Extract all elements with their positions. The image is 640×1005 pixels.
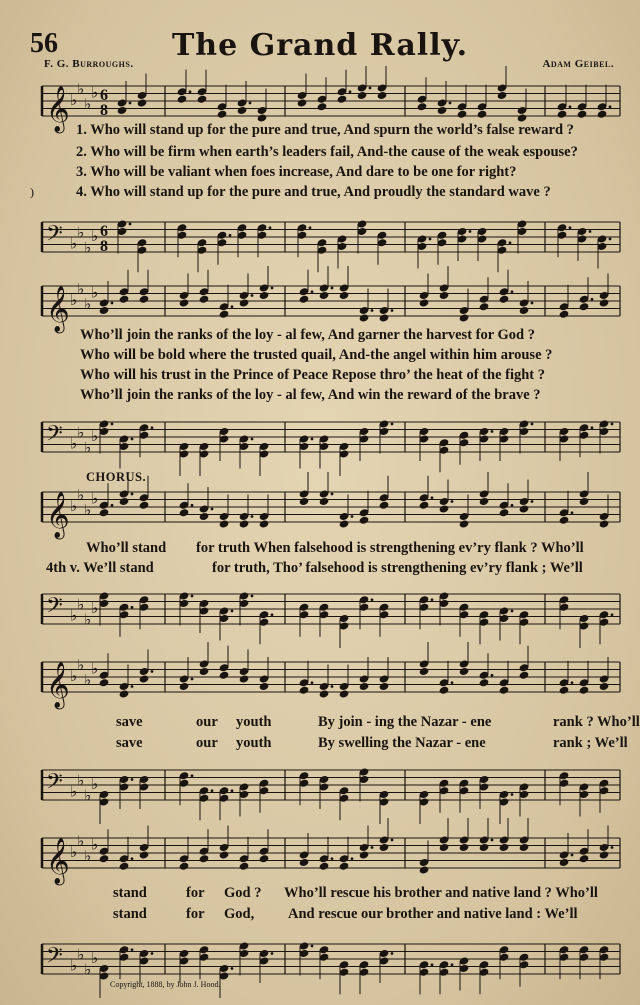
dot: [429, 238, 432, 241]
dot: [111, 302, 114, 305]
note-head: [359, 682, 370, 691]
note-head: [119, 862, 130, 871]
lyric-fragment: for: [186, 885, 205, 901]
dot: [191, 678, 194, 681]
dot: [371, 309, 374, 312]
dot: [611, 423, 614, 426]
note-head: [239, 674, 250, 683]
dot: [191, 774, 194, 777]
dot: [571, 681, 574, 684]
note-head: [359, 850, 370, 859]
page-number: 56: [30, 28, 58, 59]
note-head: [259, 854, 270, 863]
note-head: [259, 682, 270, 691]
lyric-fragment: By join - ing the Nazar - ene: [318, 714, 492, 730]
time-signature-denominator: 8: [100, 238, 108, 255]
note-head: [419, 501, 430, 510]
flat-icon: ♭: [91, 285, 99, 302]
dot: [451, 500, 454, 503]
dot: [251, 438, 254, 441]
lyric-fragment: God,: [224, 906, 255, 922]
flat-icon: ♭: [91, 837, 99, 854]
flat-icon: ♭: [70, 293, 78, 309]
dot: [511, 504, 514, 507]
dot: [531, 500, 534, 503]
treble-clef-icon: 𝄞: [46, 86, 70, 132]
treble-staff-4: [0, 654, 640, 708]
note-head: [237, 106, 248, 115]
bass-clef-icon: 𝄢: [46, 943, 63, 974]
flat-icon: ♭: [77, 81, 85, 98]
note-head: [319, 497, 330, 506]
flat-icon: ♭: [84, 240, 92, 257]
note-head: [519, 504, 530, 513]
bass-staff-5: [0, 936, 640, 986]
note-head: [439, 843, 450, 852]
note-head: [179, 508, 190, 517]
verse-line-1-2: 2. Who will be firm when earth’s leaders fail, And-the cause of the weak espouse?: [76, 144, 578, 160]
dot: [511, 793, 514, 796]
lyric-fragment: And rescue our brother and native land : We’ll: [288, 906, 578, 922]
dot: [371, 846, 374, 849]
dot: [111, 423, 114, 426]
dot: [531, 302, 534, 305]
note-head: [519, 306, 530, 315]
bass-clef-icon: 𝄢: [46, 593, 63, 624]
lyric-fragment: rank ? Who’ll: [553, 714, 640, 730]
dot: [231, 789, 234, 792]
dot: [391, 309, 394, 312]
time-signature-denominator: 8: [100, 102, 108, 119]
note-head: [317, 102, 328, 111]
note-head: [339, 291, 350, 300]
flat-icon: ♭: [77, 225, 85, 242]
note-head: [239, 519, 250, 528]
note-head: [459, 313, 470, 322]
dot: [391, 839, 394, 842]
note-head: [459, 667, 470, 676]
dot: [309, 226, 312, 229]
dot: [151, 426, 154, 429]
verse-line-2-3: Who will his trust in the Prince of Peace Repose thro’ the heat of the fight ?: [80, 367, 546, 383]
dot: [491, 839, 494, 842]
flat-icon: ♭: [70, 499, 78, 515]
dot: [611, 846, 614, 849]
flat-icon: ♭: [84, 296, 92, 313]
note-head: [117, 106, 128, 115]
bass-staff-3: [0, 586, 640, 636]
note-head: [459, 843, 470, 852]
note-head: [519, 671, 530, 680]
verse-line-2-1: Who’ll join the ranks of the loy - al few, And garner the harvest for God ?: [80, 327, 536, 343]
note-head: [219, 310, 230, 319]
flat-icon: ♭: [84, 848, 92, 865]
note-head: [377, 91, 388, 100]
note-head: [379, 843, 390, 852]
note-head: [457, 110, 468, 119]
note-head: [139, 674, 150, 683]
flat-icon: ♭: [70, 608, 78, 625]
dot: [391, 952, 394, 955]
dot: [129, 102, 132, 105]
dot: [211, 789, 214, 792]
note-head: [297, 98, 308, 107]
note-head: [479, 302, 490, 311]
dot: [491, 674, 494, 677]
dot: [131, 685, 134, 688]
note-head: [419, 298, 430, 307]
time-signature-numerator: 6: [100, 87, 108, 104]
note-head: [99, 508, 110, 517]
copyright-notice: Copyright, 1888, by John J. Hood.: [110, 980, 221, 989]
dot: [311, 945, 314, 948]
dot: [589, 230, 592, 233]
note-head: [477, 110, 488, 119]
dot: [451, 963, 454, 966]
note-head: [579, 302, 590, 311]
dot: [331, 685, 334, 688]
note-head: [497, 91, 508, 100]
note-head: [319, 689, 330, 698]
dot: [431, 963, 434, 966]
dot: [331, 493, 334, 496]
dot: [311, 438, 314, 441]
flat-icon: ♭: [84, 440, 92, 457]
note-head: [179, 682, 190, 691]
verse-line-1-3: 3. Who will be valiant when foes increase, And dare to be one for right?: [76, 164, 517, 180]
note-head: [357, 91, 368, 100]
note-head: [239, 862, 250, 871]
note-head: [119, 689, 130, 698]
dot: [151, 670, 154, 673]
lyric-fragment: God ?: [224, 885, 262, 901]
note-head: [99, 678, 110, 687]
dot: [509, 241, 512, 244]
note-head: [99, 306, 110, 315]
note-head: [199, 854, 210, 863]
treble-clef-icon: 𝄞: [46, 286, 70, 332]
dot: [511, 290, 514, 293]
note-head: [499, 843, 510, 852]
flat-icon: ♭: [77, 657, 85, 674]
note-head: [419, 865, 430, 874]
dot: [611, 613, 614, 616]
flat-icon: ♭: [91, 661, 99, 678]
flat-icon: ♭: [91, 491, 99, 508]
flat-icon: ♭: [84, 788, 92, 805]
dot: [131, 948, 134, 951]
note-head: [299, 686, 310, 695]
dot: [571, 511, 574, 514]
flat-icon: ♭: [84, 96, 92, 113]
lyric-fragment: youth: [236, 714, 272, 730]
dot: [569, 226, 572, 229]
flat-icon: ♭: [77, 597, 85, 614]
note-head: [459, 519, 470, 528]
dot: [371, 598, 374, 601]
note-head: [199, 295, 210, 304]
note-head: [299, 497, 310, 506]
note-head: [217, 110, 228, 119]
treble-clef-icon: 𝄞: [46, 838, 70, 884]
lyric-fragment: stand: [113, 885, 147, 901]
note-head: [259, 519, 270, 528]
note-head: [139, 295, 150, 304]
note-head: [419, 667, 430, 676]
verse-line-1-4: 4. Who will stand up for the pure and true, And proudly the standard wave ?: [76, 184, 551, 200]
note-head: [219, 519, 230, 528]
note-head: [417, 102, 428, 111]
dot: [229, 234, 232, 237]
lyric-fragment: stand: [113, 906, 147, 922]
note-head: [559, 686, 570, 695]
dot: [131, 606, 134, 609]
bass-staff-1: [0, 214, 640, 264]
flat-icon: ♭: [91, 85, 99, 102]
dot: [569, 105, 572, 108]
note-head: [219, 850, 230, 859]
lyric-fragment: save: [116, 714, 143, 730]
dot: [591, 298, 594, 301]
note-head: [557, 110, 568, 119]
note-head: [559, 858, 570, 867]
flat-icon: ♭: [70, 236, 78, 253]
bass-clef-icon: 𝄢: [46, 769, 63, 800]
note-head: [319, 291, 330, 300]
lyric-fragment: for: [186, 906, 205, 922]
dot: [349, 90, 352, 93]
lyric-fragment: for truth, Tho’ falsehood is strengthening ev’ry flank ; We’ll: [212, 560, 583, 576]
dot: [369, 87, 372, 90]
note-head: [379, 501, 390, 510]
chorus-label: CHORUS.: [86, 470, 147, 484]
dot: [251, 294, 254, 297]
dot: [609, 238, 612, 241]
note-head: [137, 98, 148, 107]
flat-icon: ♭: [70, 436, 78, 453]
note-head: [439, 504, 450, 513]
lyric-fragment: our: [196, 735, 218, 751]
note-head: [219, 671, 230, 680]
flat-icon: ♭: [84, 612, 92, 629]
note-head: [559, 310, 570, 319]
dot: [571, 854, 574, 857]
flat-icon: ♭: [70, 845, 78, 861]
dot: [131, 438, 134, 441]
note-head: [119, 295, 130, 304]
note-head: [437, 106, 448, 115]
flat-icon: ♭: [91, 777, 99, 793]
bass-clef-icon: 𝄢: [46, 421, 63, 452]
note-head: [319, 862, 330, 871]
note-head: [199, 667, 210, 676]
note-head: [559, 516, 570, 525]
dot: [251, 595, 254, 598]
flat-icon: ♭: [84, 672, 92, 689]
dot: [271, 613, 274, 616]
dot: [431, 496, 434, 499]
lyric-fragment: rank ; We’ll: [553, 735, 628, 751]
note-head: [339, 689, 350, 698]
note-head: [139, 501, 150, 510]
note-head: [99, 854, 110, 863]
verse-line-2-4: Who’ll join the ranks of the loy - al few, And win the reward of the brave ?: [80, 387, 541, 403]
note-head: [177, 95, 188, 104]
dot: [331, 857, 334, 860]
treble-clef-icon: 𝄞: [46, 492, 70, 538]
treble-staff-3: [0, 484, 640, 538]
note-head: [579, 497, 590, 506]
bass-staff-4: [0, 762, 640, 812]
note-head: [599, 298, 610, 307]
note-head: [299, 295, 310, 304]
note-head: [479, 497, 490, 506]
flat-icon: ♭: [91, 429, 99, 445]
dot: [351, 857, 354, 860]
dot: [271, 952, 274, 955]
note-head: [259, 291, 270, 300]
note-head: [239, 298, 250, 307]
flat-icon: ♭: [77, 281, 85, 298]
dot: [271, 287, 274, 290]
flat-icon: ♭: [77, 487, 85, 504]
flat-icon: ♭: [84, 502, 92, 519]
treble-staff-5: [0, 830, 640, 884]
bass-staff-2: [0, 414, 640, 464]
note-head: [197, 95, 208, 104]
lyric-fragment: 4th v. We’ll stand: [46, 560, 154, 576]
flat-icon: ♭: [77, 833, 85, 850]
author-credit: F. G. Burroughs.: [44, 58, 134, 70]
note-head: [579, 854, 590, 863]
dot: [189, 90, 192, 93]
lyric-fragment: Who’ll rescue his brother and native land ? Who’ll: [284, 885, 598, 901]
dot: [249, 102, 252, 105]
note-head: [359, 313, 370, 322]
flat-icon: ♭: [70, 669, 78, 685]
dot: [269, 226, 272, 229]
lyric-fragment: our: [196, 714, 218, 730]
time-signature-numerator: 6: [100, 223, 108, 240]
lyric-fragment: By swelling the Nazar - ene: [318, 735, 486, 751]
treble-clef-icon: 𝄞: [46, 662, 70, 708]
note-head: [499, 686, 510, 695]
note-head: [139, 850, 150, 859]
lyric-fragment: Who’ll stand: [86, 540, 167, 556]
dot: [311, 290, 314, 293]
dot: [191, 504, 194, 507]
flat-icon: ♭: [84, 962, 92, 979]
dot: [231, 967, 234, 970]
note-head: [519, 843, 530, 852]
dot: [351, 515, 354, 518]
dot: [191, 595, 194, 598]
note-head: [359, 516, 370, 525]
flat-icon: ♭: [70, 784, 78, 801]
dot: [391, 423, 394, 426]
dot: [231, 610, 234, 613]
dot: [451, 681, 454, 684]
note-head: [379, 313, 390, 322]
note-head: [339, 519, 350, 528]
dot: [469, 230, 472, 233]
note-head: [337, 95, 348, 104]
note-head: [179, 298, 190, 307]
note-head: [499, 508, 510, 517]
note-head: [299, 858, 310, 867]
flat-icon: ♭: [77, 425, 85, 442]
dot: [151, 952, 154, 955]
treble-staff-2: [0, 278, 640, 332]
dot: [591, 426, 594, 429]
dot: [131, 857, 134, 860]
flat-icon: ♭: [70, 93, 78, 109]
dot: [331, 287, 334, 290]
note-head: [599, 519, 610, 528]
dot: [231, 305, 234, 308]
dot: [129, 223, 132, 226]
dot: [131, 778, 134, 781]
hymn-title: The Grand Rally.: [171, 28, 469, 63]
flat-icon: ♭: [91, 951, 99, 967]
note-head: [479, 678, 490, 687]
note-head: [379, 682, 390, 691]
note-head: [577, 110, 588, 119]
note-head: [579, 686, 590, 695]
flat-icon: ♭: [91, 229, 99, 245]
dot: [449, 102, 452, 105]
note-head: [597, 110, 608, 119]
flat-icon: ♭: [77, 947, 85, 964]
dot: [531, 423, 534, 426]
note-head: [179, 862, 190, 871]
dot: [311, 681, 314, 684]
note-head: [339, 862, 350, 871]
note-head: [439, 291, 450, 300]
lyric-fragment: for truth When falsehood is strengthening ev’ry flank ? Who’ll: [196, 540, 584, 556]
dot: [131, 493, 134, 496]
flat-icon: ♭: [70, 958, 78, 975]
note-head: [599, 850, 610, 859]
note-head: [479, 843, 490, 852]
dot: [111, 504, 114, 507]
flat-icon: ♭: [91, 601, 99, 617]
dot: [251, 515, 254, 518]
dot: [211, 508, 214, 511]
note-head: [439, 686, 450, 695]
dot: [431, 598, 434, 601]
dot: [511, 610, 514, 613]
dot: [609, 105, 612, 108]
flat-icon: ♭: [77, 773, 85, 790]
note-head: [199, 512, 210, 521]
note-head: [599, 682, 610, 691]
margin-mark: ): [30, 185, 34, 199]
note-head: [499, 295, 510, 304]
composer-credit: Adam Geibel.: [542, 58, 614, 70]
lyric-fragment: youth: [236, 735, 272, 751]
dot: [491, 430, 494, 433]
verse-line-2-2: Who will be bold where the trusted quail, And-the angel within him arouse ?: [80, 347, 553, 363]
lyric-fragment: save: [116, 735, 143, 751]
verse-line-1-1: 1. Who will stand up for the pure and true, And spurn the world’s false reward ?: [76, 122, 574, 138]
bass-clef-icon: 𝄢: [46, 221, 63, 252]
note-head: [119, 497, 130, 506]
